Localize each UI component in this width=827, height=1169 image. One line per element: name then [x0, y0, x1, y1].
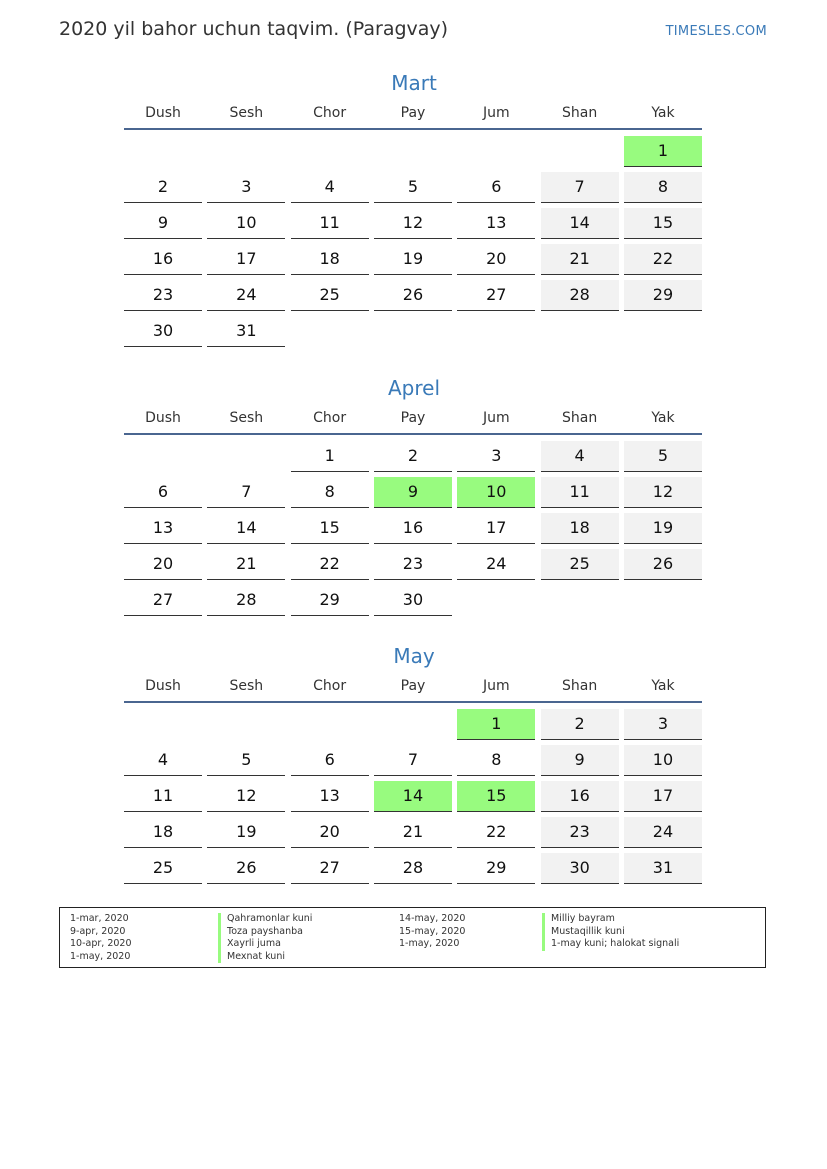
weekday-header [124, 407, 704, 433]
weekday-label: Sesh [229, 105, 264, 121]
day-cell: 17 [624, 781, 702, 812]
day-cell: 3 [207, 172, 285, 203]
day-cell: 4 [541, 441, 619, 472]
day-cell: 28 [541, 280, 619, 311]
empty-cell [207, 709, 285, 740]
day-cell: 15 [291, 513, 369, 544]
empty-cell [374, 136, 452, 167]
day-cell: 3 [457, 441, 535, 472]
header-divider [124, 701, 702, 703]
legend-holiday-name: Xayrli juma [218, 938, 312, 951]
empty-cell [374, 709, 452, 740]
legend-names-1 [218, 913, 312, 963]
day-cell: 20 [291, 817, 369, 848]
day-cell: 20 [124, 549, 202, 580]
day-cell: 7 [207, 477, 285, 508]
day-grid [124, 709, 704, 884]
weekday-header [124, 675, 704, 701]
day-cell: 21 [374, 817, 452, 848]
day-cell: 17 [207, 244, 285, 275]
day-cell: 16 [374, 513, 452, 544]
weekday-label: Dush [145, 678, 181, 694]
legend-dates-1 [70, 913, 132, 963]
empty-cell [541, 136, 619, 167]
day-cell: 16 [541, 781, 619, 812]
empty-cell [207, 136, 285, 167]
page-title: 2020 yil bahor uchun taqvim. (Paragvay) [59, 18, 449, 40]
day-cell: 11 [541, 477, 619, 508]
day-cell: 14 [207, 513, 285, 544]
day-cell: 26 [374, 280, 452, 311]
weekday-label: Chor [313, 678, 347, 694]
day-cell: 28 [374, 853, 452, 884]
day-cell: 8 [291, 477, 369, 508]
weekday-label: Pay [400, 105, 426, 121]
day-cell: 21 [207, 549, 285, 580]
day-cell: 29 [624, 280, 702, 311]
day-cell: 16 [124, 244, 202, 275]
day-cell: 12 [207, 781, 285, 812]
day-cell: 27 [291, 853, 369, 884]
weekday-label: Yak [651, 105, 675, 121]
empty-cell [124, 441, 202, 472]
day-cell: 18 [124, 817, 202, 848]
day-cell: 19 [207, 817, 285, 848]
legend-date: 9-apr, 2020 [70, 925, 126, 937]
day-cell: 5 [374, 172, 452, 203]
weekday-label: Sesh [229, 410, 264, 426]
legend-date: 1-mar, 2020 [70, 913, 129, 924]
day-cell: 23 [374, 549, 452, 580]
day-cell: 28 [207, 585, 285, 616]
day-cell: 22 [457, 817, 535, 848]
header-divider [124, 128, 702, 130]
day-cell: 4 [291, 172, 369, 203]
day-cell: 30 [374, 585, 452, 616]
day-cell: 22 [291, 549, 369, 580]
site-link[interactable]: TIMESLES.COM [665, 24, 767, 39]
header-divider [124, 433, 702, 435]
empty-cell [207, 441, 285, 472]
day-cell: 2 [541, 709, 619, 740]
weekday-label: Dush [145, 410, 181, 426]
weekday-label: Sesh [229, 678, 264, 694]
holiday-day-cell: 14 [374, 781, 452, 812]
day-cell: 7 [541, 172, 619, 203]
legend-date: 10-apr, 2020 [70, 938, 132, 949]
day-cell: 18 [541, 513, 619, 544]
weekday-label: Shan [562, 105, 598, 121]
weekday-label: Jum [482, 678, 510, 694]
day-cell: 27 [457, 280, 535, 311]
legend-date: 1-may, 2020 [70, 950, 131, 962]
day-grid [124, 136, 704, 347]
weekday-label: Jum [482, 105, 510, 121]
month-aprel [124, 373, 704, 616]
weekday-label: Yak [651, 410, 675, 426]
day-cell: 30 [124, 316, 202, 347]
weekday-label: Jum [482, 410, 510, 426]
weekday-label: Chor [313, 410, 347, 426]
legend-date: 15-may, 2020 [399, 925, 466, 937]
day-cell: 13 [291, 781, 369, 812]
legend-holiday-name: Mexnat kuni [218, 951, 312, 964]
weekday-label: Yak [651, 678, 675, 694]
day-cell: 31 [207, 316, 285, 347]
day-cell: 7 [374, 745, 452, 776]
empty-cell [291, 136, 369, 167]
day-cell: 29 [291, 585, 369, 616]
day-cell: 23 [124, 280, 202, 311]
day-cell: 9 [541, 745, 619, 776]
day-cell: 13 [124, 513, 202, 544]
day-cell: 11 [124, 781, 202, 812]
day-cell: 20 [457, 244, 535, 275]
day-cell: 24 [207, 280, 285, 311]
weekday-label: Dush [145, 105, 181, 121]
day-cell: 21 [541, 244, 619, 275]
day-cell: 11 [291, 208, 369, 239]
empty-cell [124, 709, 202, 740]
day-cell: 4 [124, 745, 202, 776]
day-cell: 9 [124, 208, 202, 239]
day-cell: 10 [624, 745, 702, 776]
month-title: Mart [391, 71, 437, 95]
day-cell: 5 [207, 745, 285, 776]
weekday-label: Chor [313, 105, 347, 121]
legend-date: 1-may, 2020 [399, 938, 460, 949]
holiday-day-cell: 9 [374, 477, 452, 508]
day-cell: 2 [124, 172, 202, 203]
day-cell: 24 [457, 549, 535, 580]
day-cell: 24 [624, 817, 702, 848]
legend-holiday-name: Toza payshanba [218, 926, 312, 939]
empty-cell [124, 136, 202, 167]
day-cell: 29 [457, 853, 535, 884]
day-cell: 8 [624, 172, 702, 203]
empty-cell [457, 136, 535, 167]
day-cell: 27 [124, 585, 202, 616]
month-mart [124, 68, 704, 347]
month-title: May [393, 644, 435, 668]
day-cell: 10 [207, 208, 285, 239]
day-cell: 15 [624, 208, 702, 239]
legend-holiday-name: 1-may kuni; halokat signali [542, 938, 679, 951]
day-cell: 13 [457, 208, 535, 239]
day-cell: 30 [541, 853, 619, 884]
day-cell: 12 [624, 477, 702, 508]
day-cell: 25 [291, 280, 369, 311]
day-cell: 25 [541, 549, 619, 580]
holiday-legend [59, 907, 766, 968]
legend-dates-2 [399, 913, 465, 951]
day-cell: 6 [457, 172, 535, 203]
holiday-day-cell: 1 [624, 136, 702, 167]
day-cell: 17 [457, 513, 535, 544]
day-cell: 31 [624, 853, 702, 884]
day-cell: 6 [291, 745, 369, 776]
day-cell: 22 [624, 244, 702, 275]
day-cell: 8 [457, 745, 535, 776]
holiday-day-cell: 15 [457, 781, 535, 812]
day-cell: 2 [374, 441, 452, 472]
weekday-header [124, 102, 704, 128]
legend-holiday-name: Mustaqillik kuni [542, 926, 679, 939]
day-cell: 23 [541, 817, 619, 848]
holiday-day-cell: 1 [457, 709, 535, 740]
weekday-label: Shan [562, 678, 598, 694]
weekday-label: Shan [562, 410, 598, 426]
day-cell: 14 [541, 208, 619, 239]
empty-cell [291, 709, 369, 740]
holiday-day-cell: 10 [457, 477, 535, 508]
day-grid [124, 441, 704, 616]
day-cell: 26 [207, 853, 285, 884]
day-cell: 12 [374, 208, 452, 239]
day-cell: 1 [291, 441, 369, 472]
legend-holiday-name: Qahramonlar kuni [218, 913, 312, 926]
month-may [124, 641, 704, 884]
day-cell: 25 [124, 853, 202, 884]
day-cell: 5 [624, 441, 702, 472]
legend-date: 14-may, 2020 [399, 913, 466, 924]
month-title: Aprel [387, 376, 441, 400]
weekday-label: Pay [400, 410, 426, 426]
day-cell: 6 [124, 477, 202, 508]
day-cell: 26 [624, 549, 702, 580]
legend-holiday-name: Milliy bayram [542, 913, 679, 926]
day-cell: 18 [291, 244, 369, 275]
day-cell: 19 [624, 513, 702, 544]
day-cell: 19 [374, 244, 452, 275]
legend-names-2 [542, 913, 679, 951]
day-cell: 3 [624, 709, 702, 740]
weekday-label: Pay [400, 678, 426, 694]
